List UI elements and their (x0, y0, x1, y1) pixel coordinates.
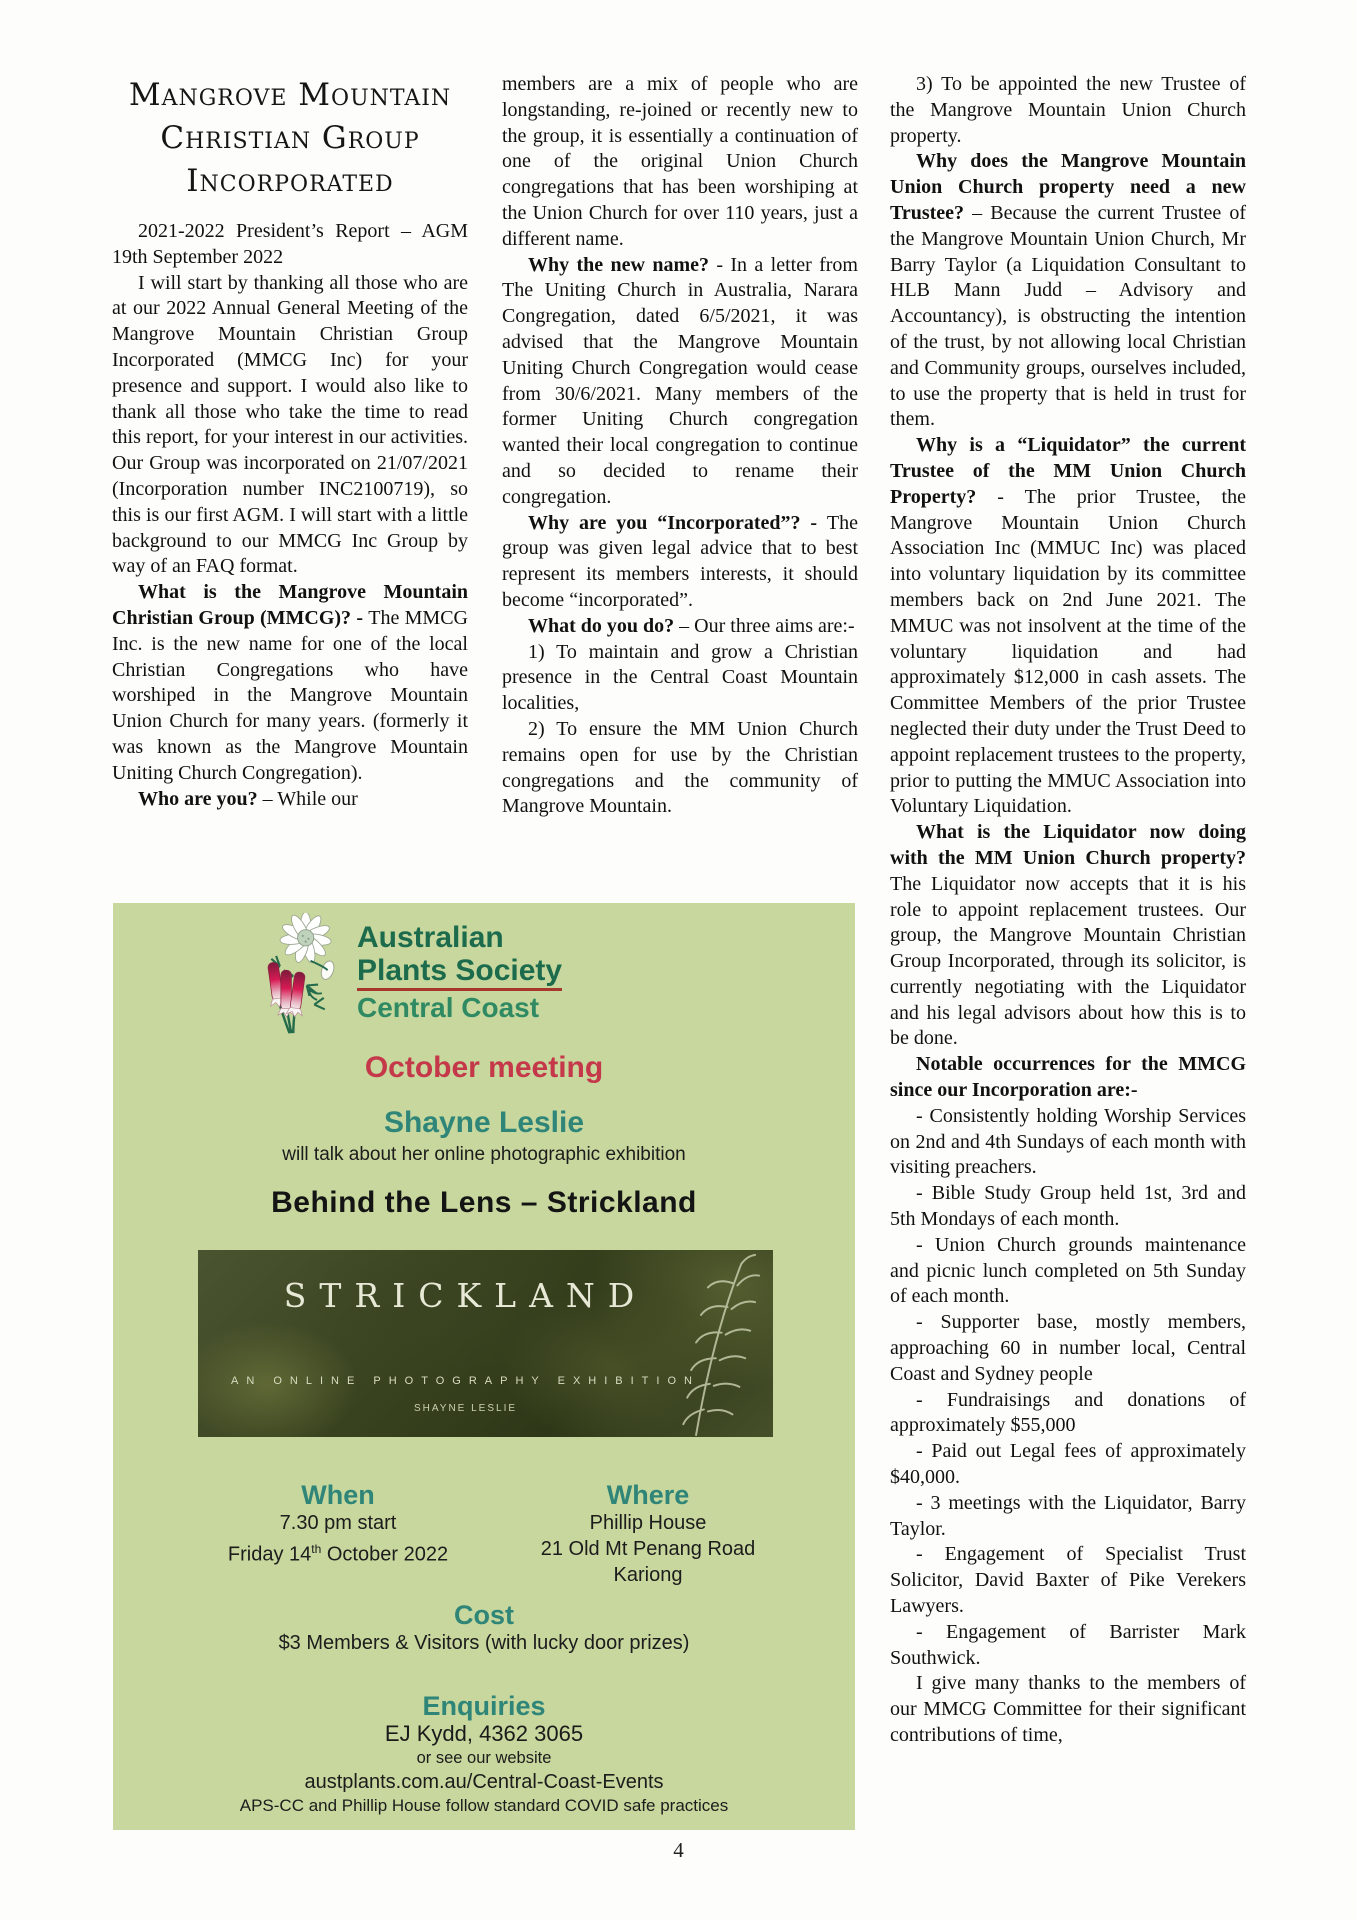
paragraph: I give many thanks to the members of our MMCG Committee for their significant contributions of time, (890, 1672, 1246, 1746)
paragraph: - Union Church grounds maintenance and picnic lunch completed on 5th Sunday of each month. (890, 1233, 1246, 1308)
cost-block (113, 1600, 855, 1656)
enquiries-website-note: or see our website (416, 1749, 552, 1767)
where-venue: Phillip House (589, 1512, 707, 1534)
exhibition-photo (198, 1250, 773, 1437)
where-street: 21 Old Mt Penang Road (540, 1538, 756, 1560)
photo-credit: SHAYNE LESLIE (413, 1403, 518, 1414)
paragraph: What is the Liquidator now doing with the MM Union Church property? The Liquidator now accepts that it is his role to appoint replacement trustees. Our group, the Mangrove Mountain Christian Group Incorporated, through its solicitor, is currently negotiating with the Liquidator and his legal advisors about how this is to be done. (890, 821, 1246, 1050)
meeting-title: October meeting (364, 1051, 604, 1084)
paragraph: - Engagement of Barrister Mark Southwick. (890, 1620, 1246, 1669)
title-line-3: Incorporated (186, 163, 394, 199)
when-date: Friday 14th October 2022 (227, 1542, 449, 1566)
when-heading: When (301, 1480, 375, 1510)
page-number: 4 (673, 1838, 684, 1862)
logo-line-australian: Australian (357, 921, 504, 954)
where-block (493, 1480, 803, 1588)
paragraph: Why are you “Incorporated”? - The group was given legal advice that to best represent its members interests, it should become “incorporated”. (502, 511, 858, 611)
logo-line-central-coast: Central Coast (357, 992, 540, 1023)
exhibition-title: Behind the Lens – Strickland (271, 1186, 697, 1219)
speaker-name: Shayne Leslie (383, 1106, 585, 1139)
flannel-flower-illustration (251, 913, 347, 1037)
paragraph: I will start by thanking all those who are at our 2022 Annual General Meeting of the Mangrove Mountain Christian Group Incorporated (MMCG Inc) for your presence and support. I would also like to thank all those who take the time to read this report, for your interest in our activities. Our Group was incorporated on 21/07/2021 (Incorporation number INC2100719), so this is our first AGM. I will start with a little background to our MMCG Inc Group by way of an FAQ format. (112, 271, 468, 578)
covid-note: APS-CC and Phillip House follow standard COVID safe practices (239, 1796, 729, 1815)
cost-heading: Cost (454, 1600, 514, 1630)
paragraph: What is the Mangrove Mountain Christian Group (MMCG)? - The MMCG Inc. is the new name for one of the local Christian Congregations who have worshiped in the Mangrove Mountain Union Church for many years. (formerly it was known as the Mangrove Mountain Uniting Church Congregation). (112, 581, 468, 784)
paragraph: - 3 meetings with the Liquidator, Barry Taylor. (890, 1491, 1246, 1540)
enquiries-heading: Enquiries (422, 1691, 546, 1721)
paragraph: - Bible Study Group held 1st, 3rd and 5th Mondays of each month. (890, 1182, 1246, 1231)
paragraph: 1) To maintain and grow a Christian presence in the Central Coast Mountain localities, (502, 640, 858, 715)
paragraph: - Fundraisings and donations of approximately $55,000 (890, 1388, 1246, 1437)
paragraph: - Supporter base, mostly members, approaching 60 in number local, Central Coast and Sydney people (890, 1311, 1246, 1385)
when-block (148, 1480, 528, 1568)
column-2 (502, 72, 858, 820)
paragraph: 3) To be appointed the new Trustee of the Mangrove Mountain Union Church property. (890, 73, 1246, 147)
paragraph: - Consistently holding Worship Services on 2nd and 4th Sundays of each month with visiting preachers. (890, 1104, 1246, 1179)
column-1 (112, 72, 468, 812)
paragraph: What do you do? – Our three aims are:- (528, 614, 855, 637)
cost-detail: $3 Members & Visitors (with lucky door prizes) (278, 1632, 690, 1654)
paragraph: 2021-2022 President’s Report – AGM 19th September 2022 (112, 220, 468, 268)
speaker-note: will talk about her online photographic exhibition (282, 1144, 686, 1165)
photo-subtitle: AN ONLINE PHOTOGRAPHY EXHIBITION (231, 1375, 700, 1387)
paragraph: Who are you? – While our (138, 787, 358, 810)
paragraph: members are a mix of people who are longstanding, re-joined or recently new to the group, it is essentially a continuation of one of the original Union Church congregations that has been worshiping at the Union Church for over 110 years, just a different name. (502, 73, 858, 250)
paragraph: Notable occurrences for the MMCG since our Incorporation are:- (890, 1053, 1246, 1102)
paragraph: - Paid out Legal fees of approximately $40,000. (890, 1440, 1246, 1489)
aps-flyer (113, 903, 855, 1830)
aps-logo-text (357, 913, 562, 1024)
title-line-1: Mangrove Mountain (128, 77, 452, 113)
paragraph: Why the new name? - In a letter from The Uniting Church in Australia, Narara Congregation, dated 6/5/2021, it was advised that the Mangrove Mountain Uniting Church Congregation would cease from 30/6/2021. Many members of the former Uniting Church congregation wanted their local congregation to continue and so decided to rename their congregation. (502, 253, 858, 508)
column-3 (890, 72, 1246, 1749)
enquiries-block (113, 1691, 855, 1795)
page-title (112, 74, 468, 203)
when-time: 7.30 pm start (279, 1512, 397, 1534)
enquiries-contact: EJ Kydd, 4362 3065 (384, 1721, 584, 1746)
paragraph: - Engagement of Specialist Trust Solicitor, David Baxter of Pike Verekers Lawyers. (890, 1543, 1246, 1618)
paragraph: Why is a “Liquidator” the current Trustee of the MM Union Church Property? - The prior Trustee, the Mangrove Mountain Union Church Association Inc (MMUC Inc) was placed into voluntary liquidation by its committee members back on 2nd June 2021. The MMUC was not insolvent at the time of the voluntary liquidation and had approximately $12,000 in cash assets. The Committee Members of the prior Trustee neglected their duty under the Trust Deed to appoint replacement trustees to the property, prior to putting the MMUC Association into Voluntary Liquidation. (890, 434, 1246, 818)
where-suburb: Kariong (613, 1564, 683, 1586)
aps-logo (251, 913, 562, 1037)
where-heading: Where (606, 1480, 690, 1510)
title-line-2: Christian Group (160, 120, 420, 156)
paragraph: 2) To ensure the MM Union Church remains open for use by the Christian congregations and the community of Mangrove Mountain. (502, 717, 858, 818)
enquiries-website-url: austplants.com.au/Central-Coast-Events (304, 1771, 664, 1793)
paragraph: Why does the Mangrove Mountain Union Church property need a new Trustee? – Because the current Trustee of the Mangrove Mountain Union Church, Mr Barry Taylor (a Liquidation Consultant to HLB Mann Judd – Advisory and Accountancy), is obstructing the intention of the trust, by not allowing local Christian and Community groups, ourselves included, to use the property that is held in trust for them. (890, 150, 1246, 431)
logo-line-plants-society: Plants Society (357, 954, 562, 991)
photo-title: STRICKLAND (283, 1276, 648, 1315)
